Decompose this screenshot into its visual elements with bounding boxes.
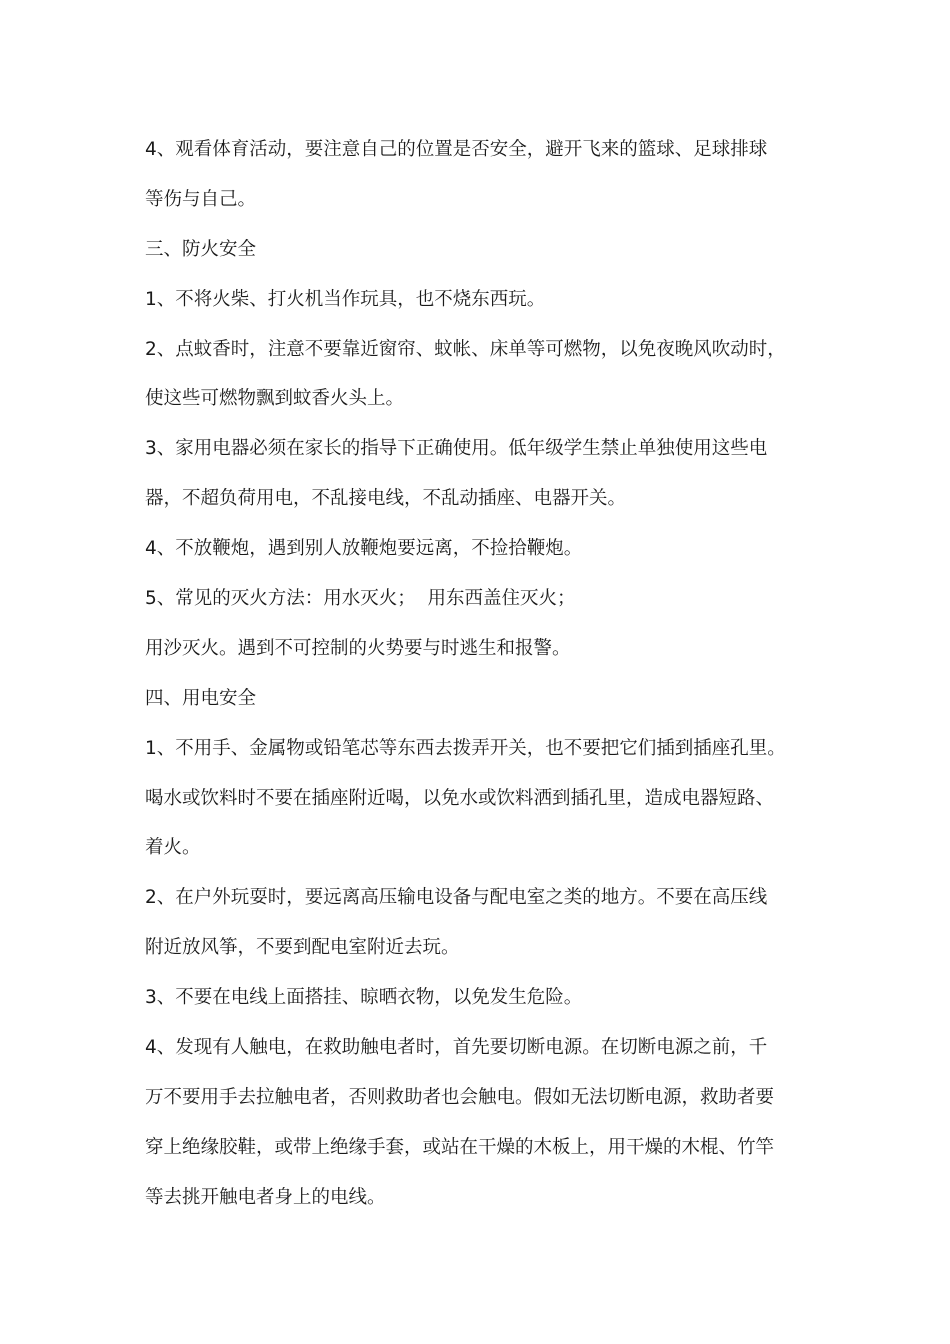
text-line: 使这些可燃物飘到蚊香火头上。 <box>145 388 405 410</box>
section-heading-fire-safety: 三、防火安全 <box>145 238 257 260</box>
text-line: 等去挑开触电者身上的电线。 <box>145 1186 386 1208</box>
text-line: 附近放风筝，不要到配电室附近去玩。 <box>145 937 460 959</box>
text-line: 等伤与自己。 <box>145 188 257 210</box>
text-line: 1、不将火柴、打火机当作玩具，也不烧东西玩。 <box>145 288 546 310</box>
text-line: 4、观看体育活动，要注意自己的位置是否安全，避开飞来的篮球、足球排球 <box>145 139 768 160</box>
text-line: 喝水或饮料时不要在插座附近喝，以免水或饮料洒到插孔里，造成电器短路、 <box>145 787 775 809</box>
document-body <box>145 125 810 1223</box>
text-line: 5、常见的灭火方法：用水灭火； 用东西盖住灭火； <box>145 588 576 610</box>
text-line: 1、不用手、金属物或铅笔芯等东西去拨弄开关，也不要把它们插到插座孔里。 <box>145 737 786 759</box>
text-line: 穿上绝缘胶鞋，或带上绝缘手套，或站在干燥的木板上，用干燥的木棍、竹竿 <box>145 1136 775 1158</box>
text-line: 2、在户外玩耍时，要远离高压输电设备与配电室之类的地方。不要在高压线 <box>145 887 768 909</box>
text-line: 器，不超负荷用电，不乱接电线，不乱动插座、电器开关。 <box>145 488 627 510</box>
section-heading-electrical-safety: 四、用电安全 <box>145 687 257 709</box>
text-line: 4、不放鞭炮，遇到别人放鞭炮要远离，不捡拾鞭炮。 <box>145 538 583 560</box>
text-line: 万不要用手去拉触电者，否则救助者也会触电。假如无法切断电源，救助者要 <box>145 1086 775 1108</box>
text-line: 用沙灭火。遇到不可控制的火势要与时逃生和报警。 <box>145 637 571 659</box>
text-line: 着火。 <box>145 837 201 859</box>
text-line: 2、点蚊香时，注意不要靠近窗帘、蚊帐、床单等可燃物，以免夜晚风吹动时， <box>145 338 786 360</box>
text-line: 4、发现有人触电，在救助触电者时，首先要切断电源。在切断电源之前，千 <box>145 1037 768 1059</box>
text-line: 3、家用电器必须在家长的指导下正确使用。低年级学生禁止单独使用这些电 <box>145 438 768 460</box>
text-line: 3、不要在电线上面搭挂、晾晒衣物，以免发生危险。 <box>145 987 583 1009</box>
